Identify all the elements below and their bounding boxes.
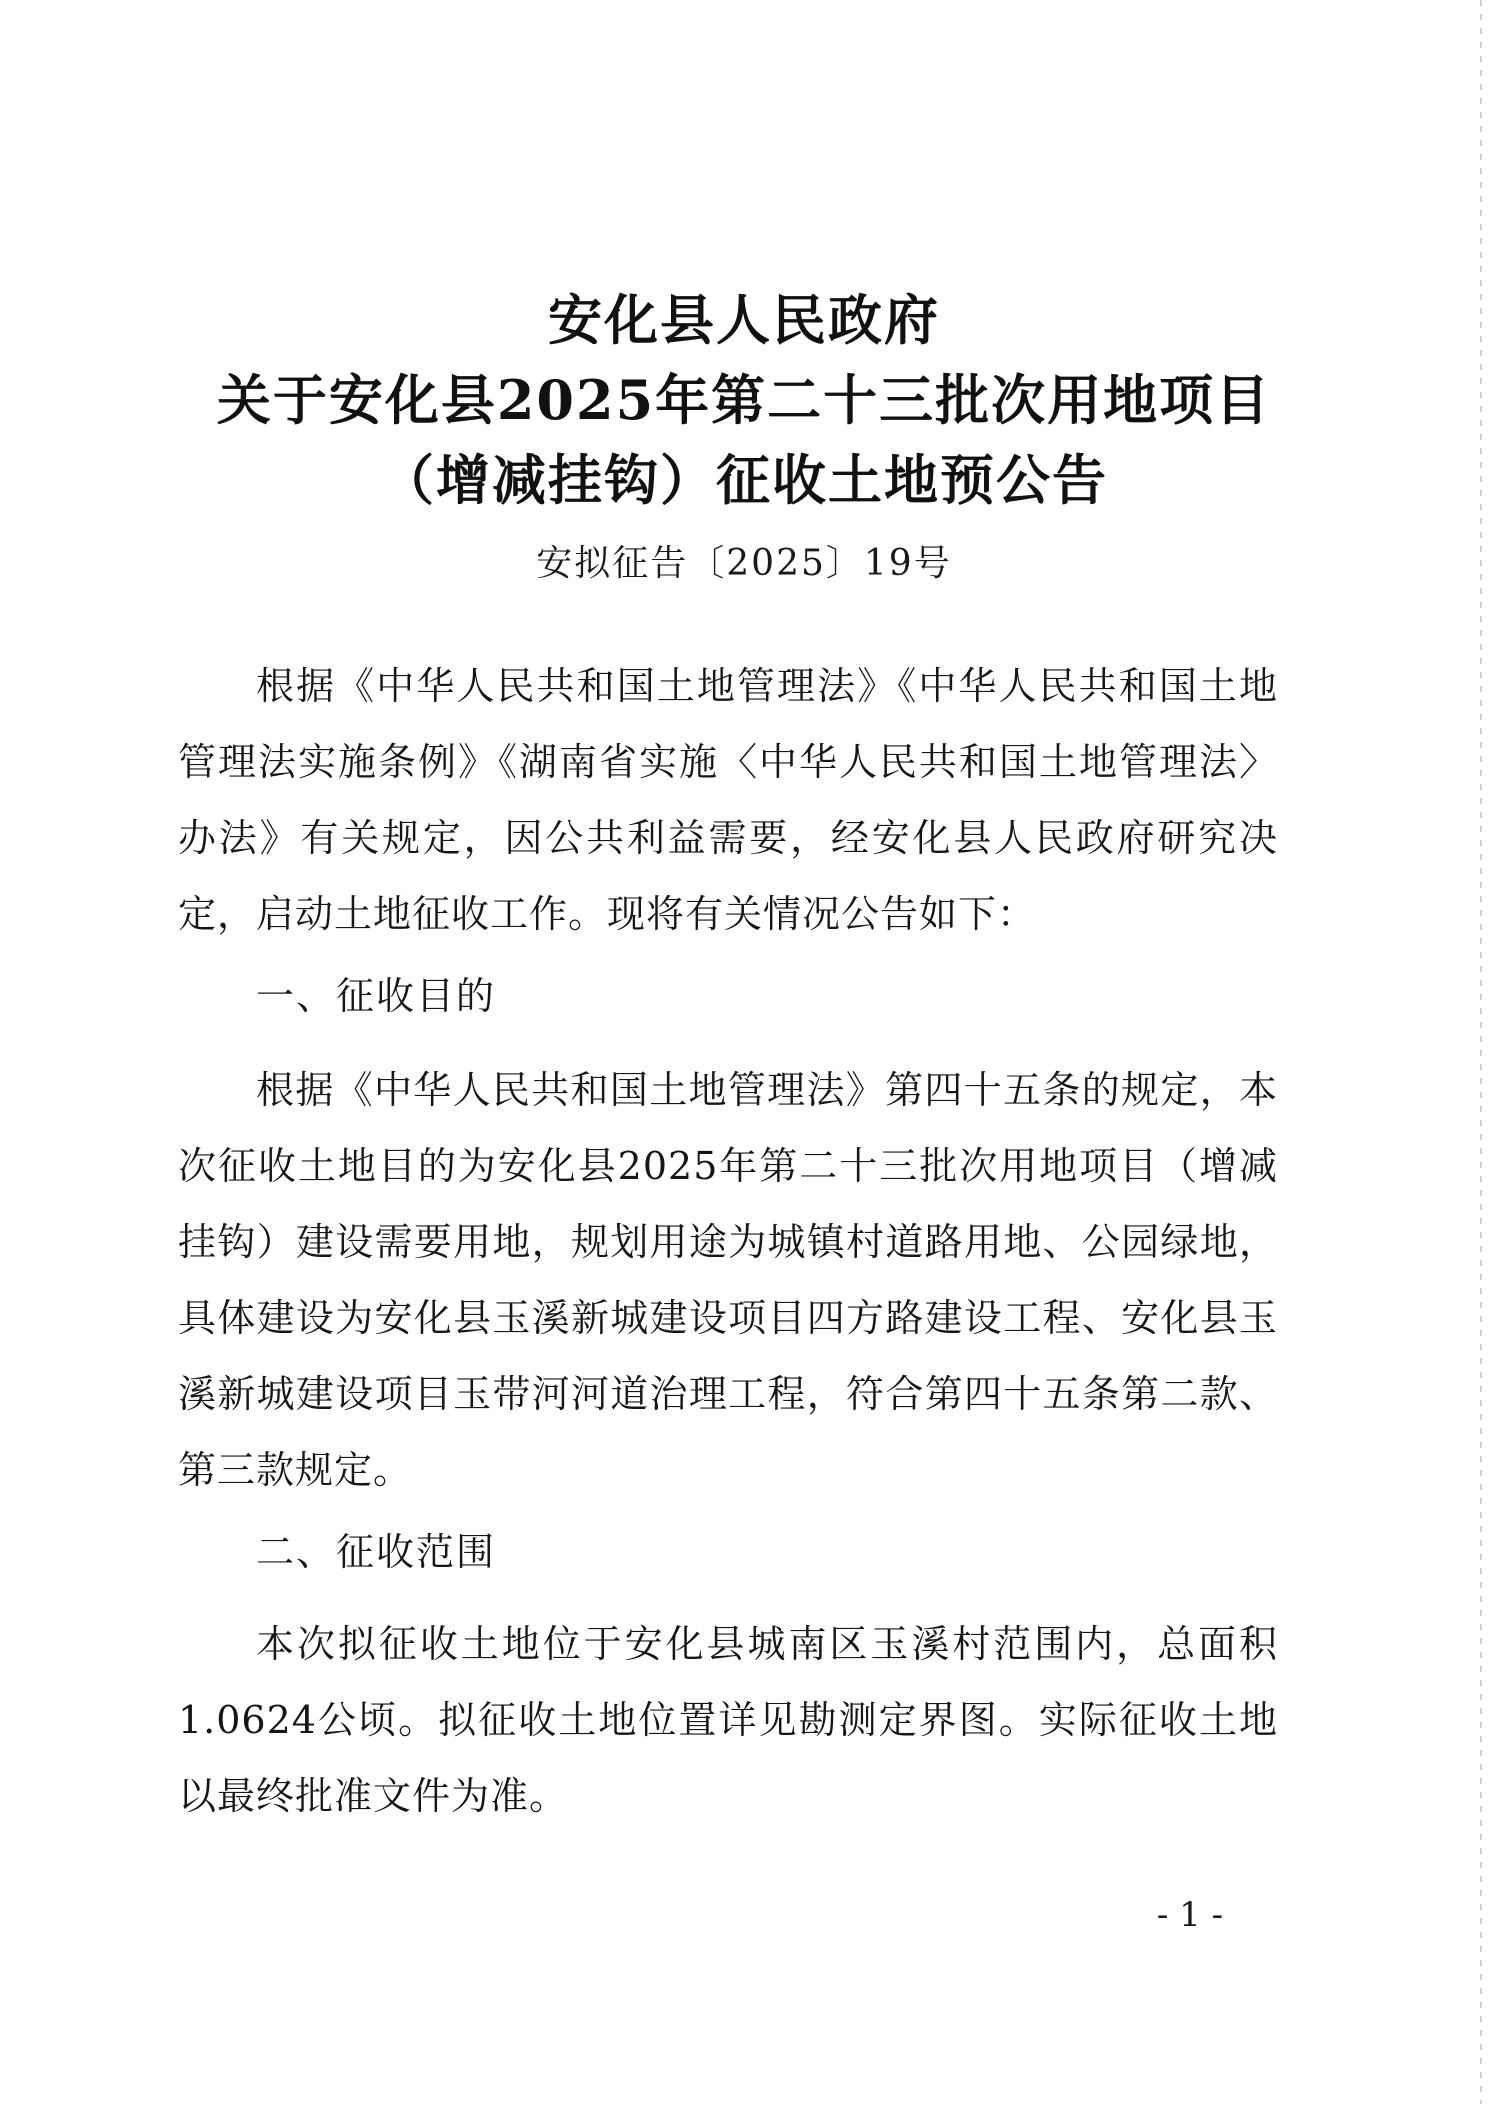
section-1-paragraph: 根据《中华人民共和国土地管理法》第四十五条的规定，本次征收土地目的为安化县2025年第二十三批次用地项目（增减挂钩）建设需要用地，规划用途为城镇村道路用地、公园绿地，具体建设为安化县玉溪新城建设项目四方路建设工程、安化县玉溪新城建设项目玉带河河道治理工程，符合第四十五条第二款、第三款规定。 [178, 1068, 1278, 1492]
section-2-paragraph: 本次拟征收土地位于安化县城南区玉溪村范围内，总面积1.0624公顷。拟征收土地位置详见勘测定界图。实际征收土地以最终批准文件为准。 [178, 1622, 1278, 1818]
page-number: - 1 - [1156, 1895, 1224, 1935]
intro-paragraph: 根据《中华人民共和国土地管理法》《中华人民共和国土地管理法实施条例》《湖南省实施〈中华人民共和国土地管理法〉办法》有关规定，因公共利益需要，经安化县人民政府研究决定，启动土地征收工作。现将有关情况公告如下： [178, 664, 1278, 936]
document-number: 安拟征告〔2025〕19号 [536, 543, 952, 584]
title-line-3: （增减挂钩）征收土地预公告 [380, 448, 1108, 512]
section-1-heading: 一、征收目的 [256, 974, 497, 1018]
title-line-2: 关于安化县2025年第二十三批次用地项目 [216, 368, 1272, 432]
section-2-heading: 二、征收范围 [256, 1530, 497, 1574]
title-line-1: 安化县人民政府 [548, 288, 940, 352]
